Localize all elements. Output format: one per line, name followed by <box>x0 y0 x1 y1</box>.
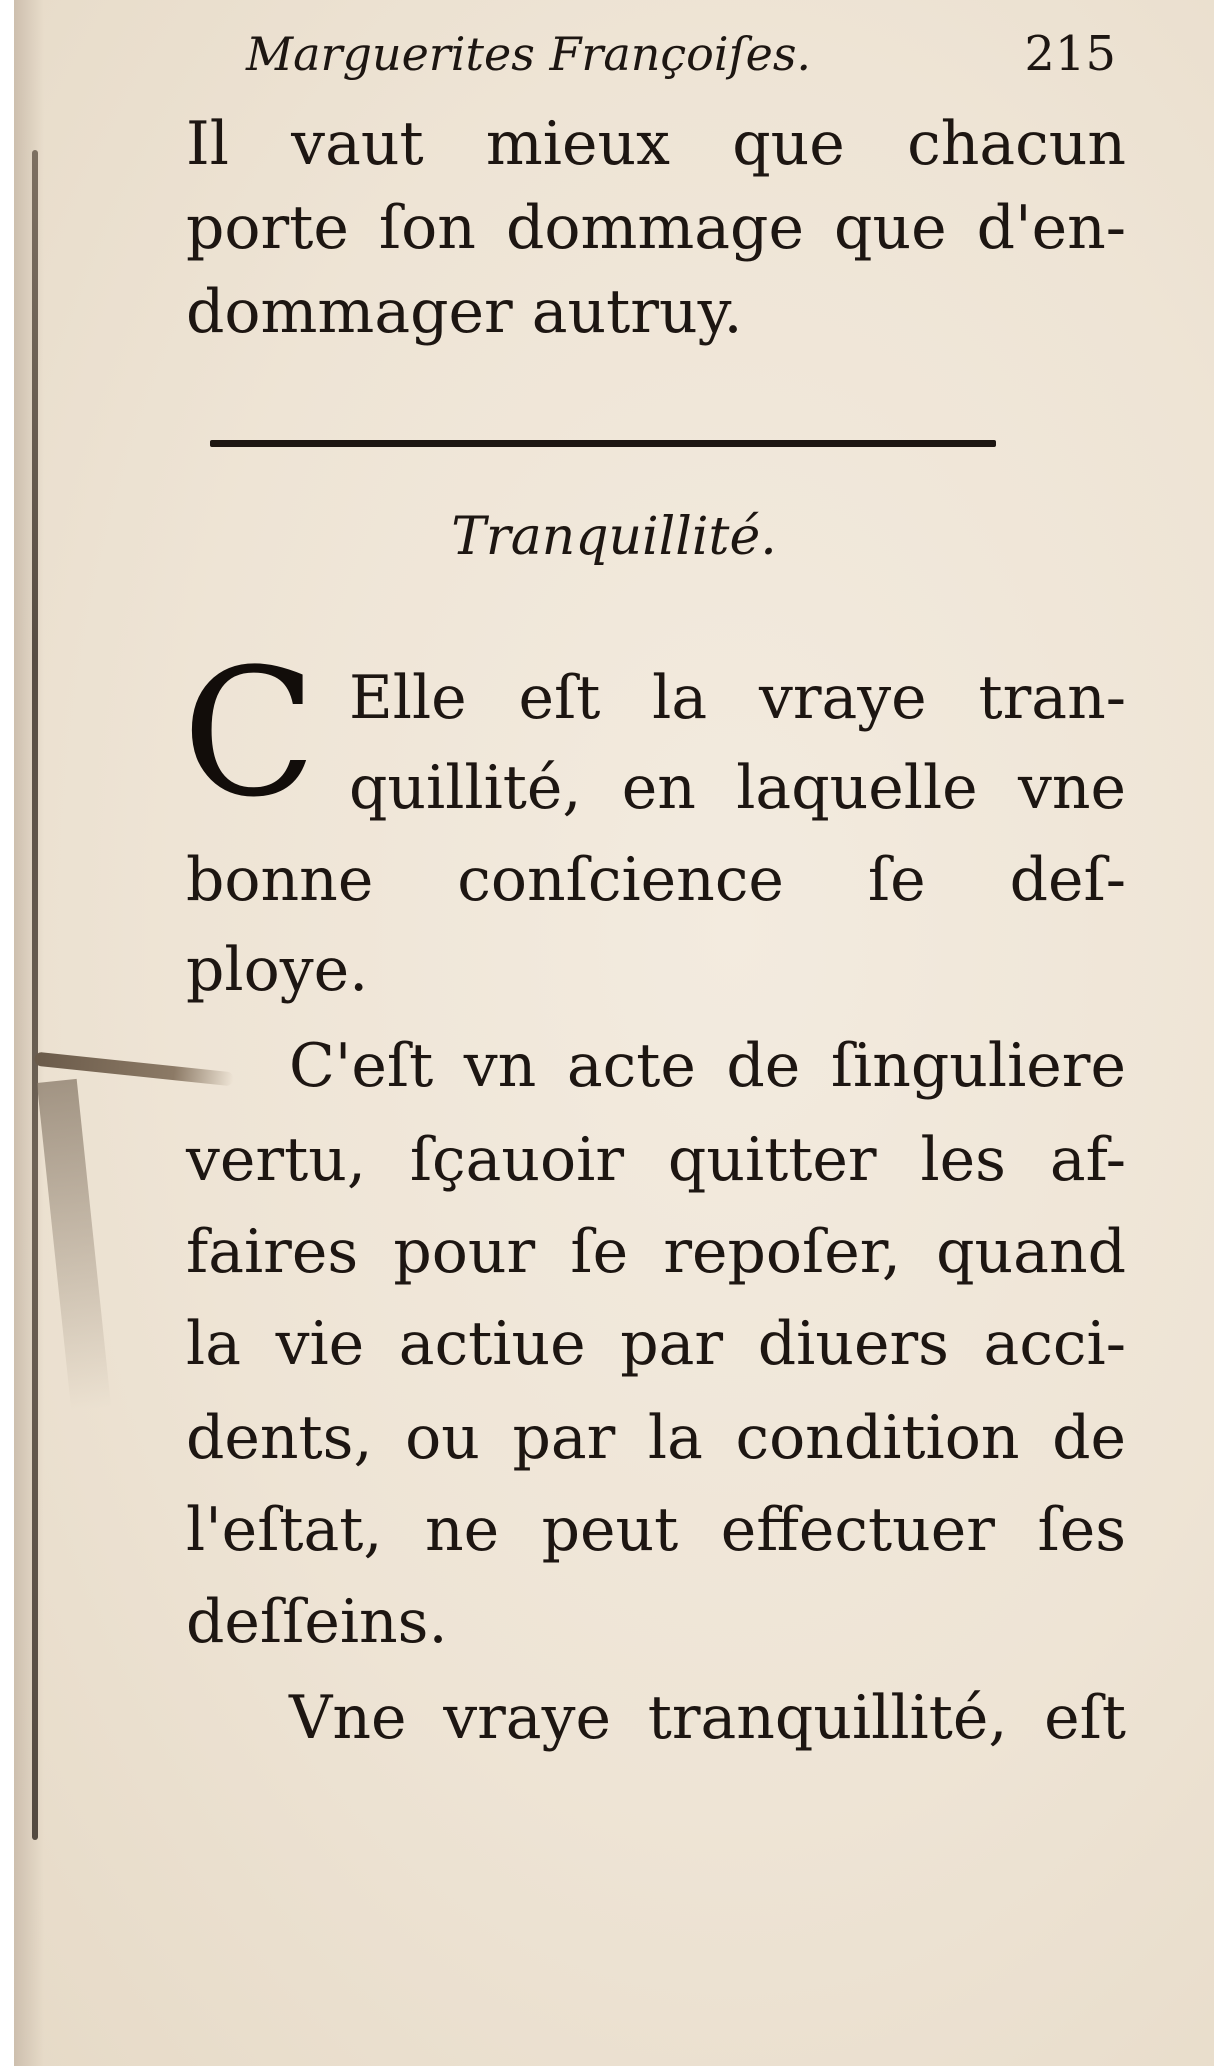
text-line: porte ſon dommage que d'en- <box>186 193 1126 263</box>
text-line: vertu, ſçauoir quitter les af- <box>186 1125 1126 1195</box>
binding-shadow <box>14 0 44 2066</box>
text-line: faires pour ſe repoſer, quand <box>186 1217 1126 1287</box>
text-line: quillité, en laquelle vne <box>349 753 1126 823</box>
text-line: la vie actiue par diuers acci- <box>186 1309 1126 1379</box>
text-line: Il vaut mieux que chacun <box>186 109 1126 179</box>
binding-string-tail <box>37 1079 111 1411</box>
text-line: Vne vraye tranquillité, eſt <box>289 1683 1126 1753</box>
text-line: dents, ou par la condition de <box>186 1403 1126 1473</box>
text-line: bonne conſcience ſe deſ- <box>186 845 1126 915</box>
page-header <box>246 24 1116 84</box>
drop-cap: C <box>182 631 317 836</box>
running-title: Marguerites Françoiſes. <box>246 27 812 81</box>
text-line: ploye. <box>186 935 369 1005</box>
text-line: deſſeins. <box>186 1587 448 1657</box>
section-divider-rule <box>210 440 996 447</box>
text-line: Elle eſt la vraye tran- <box>349 663 1126 733</box>
book-page <box>14 0 1214 2066</box>
text-line: C'eſt vn acte de ſinguliere <box>289 1031 1126 1101</box>
page-number: 215 <box>1024 26 1116 82</box>
spine-thread <box>32 150 38 1840</box>
text-line: l'eſtat, ne peut effectuer ſes <box>186 1495 1126 1565</box>
section-title: Tranquillité. <box>451 507 777 567</box>
text-line: dommager autruy. <box>186 277 743 347</box>
